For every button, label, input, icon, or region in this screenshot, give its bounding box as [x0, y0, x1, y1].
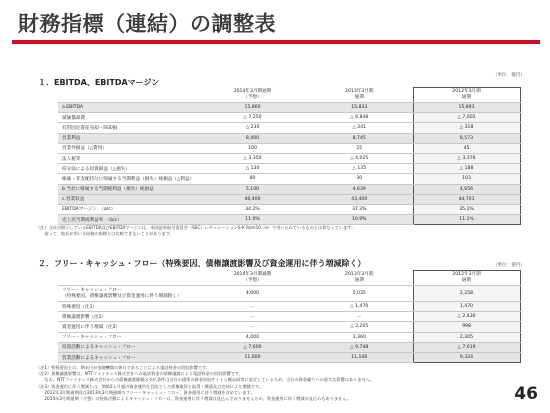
cell-value: △ 135 — [306, 164, 413, 174]
cell-value: 2,305 — [413, 332, 520, 342]
table-row — [58, 286, 520, 302]
cell-value: △ 2,430 — [413, 312, 520, 322]
header-cell: 2013年3月期 通期 — [306, 271, 413, 286]
table-row — [58, 113, 520, 123]
cell-value: － — [199, 312, 306, 322]
cell-value: △ 130 — [199, 164, 306, 174]
note-line: なお、NTTファイナンス株式会社からの債権譲渡価額の支払条件は当社の通常の資金回収サイトと概ね同等に設定しているため、当社の資金繰りへの重大な影響はありません。 — [36, 377, 375, 383]
cell-value: 4,000 — [199, 332, 306, 342]
cell-value: 5,100 — [199, 184, 306, 194]
header-cell: 2014年3月期通期 （予想） — [199, 88, 306, 103]
title-rule — [12, 40, 540, 44]
cell-value: 11,106 — [306, 352, 413, 362]
note-line: 2012年3月期通期及び2013年3月期通期のフリー・キャッシュ・フロー、資金運用に伴う増減を含めています。 — [36, 389, 255, 395]
table-header — [58, 88, 520, 103]
cell-value: △ 241 — [306, 123, 413, 133]
cell-value: 80 — [199, 174, 306, 184]
cell-value: △ 7,019 — [413, 342, 520, 352]
section1-notes — [36, 225, 355, 237]
unit-label-1: （単位：億円） — [492, 73, 525, 78]
table-row — [58, 194, 520, 204]
header-cell: 2014年3月期通期 （予想） — [199, 271, 306, 286]
row-label: 有形固定資産売却・除却損 — [58, 123, 199, 133]
note-line: （注1）特殊要因とは、期末日が金融機関の休日であることによる電話料金の回収影響です。 — [36, 365, 211, 370]
header-cell: 2012年3月期 通期 — [413, 88, 520, 103]
cell-value: 11.1% — [413, 215, 520, 225]
table-header — [58, 271, 520, 286]
table-row — [58, 143, 520, 153]
cell-value: 37.3% — [306, 204, 413, 214]
cell-value: 5,035 — [306, 286, 413, 302]
row-label: 投資活動によるキャッシュ・フロー — [58, 342, 199, 352]
cell-value: △ 7,250 — [199, 113, 306, 123]
page-number: 46 — [514, 384, 538, 404]
cell-value: 25 — [306, 143, 413, 153]
header-cell — [58, 271, 199, 286]
row-label: 売上高当期純利益率 （b/c） — [58, 215, 199, 225]
row-label: 営業外損益（△費用） — [58, 143, 199, 153]
cell-value: △ 7,600 — [199, 342, 306, 352]
cell-value: 2,258 — [413, 286, 520, 302]
cell-value: 34.2% — [199, 204, 306, 214]
cell-value: 15,833 — [306, 103, 413, 113]
cell-value: △ 188 — [413, 164, 520, 174]
cell-value: 4,656 — [413, 184, 520, 194]
cell-value: △ 4,025 — [306, 153, 413, 163]
section1-heading: １．EBITDA、EBITDAマージン — [38, 78, 160, 87]
cell-value: 8,745 — [306, 133, 413, 143]
cell-value: 15,893 — [413, 103, 520, 113]
cell-value: － — [199, 322, 306, 332]
cell-value: △ 6,848 — [306, 113, 413, 123]
cell-value: △ 3,350 — [199, 153, 306, 163]
cell-value: 998 — [413, 322, 520, 332]
table-row — [58, 123, 520, 133]
row-label: 営業利益 — [58, 133, 199, 143]
note-line: 2014年3月期通期（予想）の投資活動によるキャッシュ・フローは、資金運用に伴う増減は見込んでおりませんため、資金運用に伴う増減の見込みもありません。 — [36, 396, 351, 402]
header-cell — [58, 88, 199, 103]
row-label: 特殊要因（注1） — [58, 302, 199, 312]
ebitda-table — [58, 87, 521, 225]
table-row — [58, 184, 520, 194]
section2-notes — [36, 365, 374, 402]
cell-value: 35.1% — [413, 204, 520, 214]
table-row — [58, 302, 520, 312]
row-label: c.営業収益 — [58, 194, 199, 204]
cell-value: 45 — [413, 143, 520, 153]
table-row — [58, 164, 520, 174]
note-line: （注）当社が開示しているEBITDA及びEBITDAマージンは、米国証券取引委員会（SEC）レギュレーションS-K Item10（e）で用いられているものとは異なっています。 — [36, 225, 356, 230]
fcf-table — [58, 270, 521, 363]
note-line: 従って、他社が用いる同様の指標とは比較できないことがあります。 — [36, 231, 174, 237]
row-label: 営業活動によるキャッシュ・フロー — [58, 352, 199, 362]
cell-value: 30 — [306, 174, 413, 184]
row-label: EBITDAマージン （a/c） — [58, 204, 199, 214]
row-label: 債権譲渡影響（注2） — [58, 312, 199, 322]
cell-value: △ 3,376 — [413, 153, 520, 163]
note-line: （注2）債権譲渡影響は、NTTファイナンス株式会社への電話料金の債権譲渡による電話料金の回収影響です。 — [36, 371, 243, 377]
cell-value: 46,400 — [199, 194, 306, 204]
table-row — [58, 153, 520, 163]
table-row — [58, 342, 520, 352]
table-row — [58, 352, 520, 362]
cell-value: － — [306, 312, 413, 322]
cell-value: 100 — [199, 143, 306, 153]
row-label: b.当社に帰属する当期純利益（損失）純損益 — [58, 184, 199, 194]
cell-value: 8,573 — [413, 133, 520, 143]
note-line: （注3）資金運用に伴う増減とは、期間3ヵ月超の資金運用を目的とした債権取得と取得・償還及び売却による増減です。 — [36, 383, 263, 389]
cell-value: 15,860 — [199, 103, 306, 113]
cell-value: △ 2,205 — [306, 322, 413, 332]
row-label: フリー・キャッシュ・フロー — [58, 332, 199, 342]
cell-value: 11,600 — [199, 352, 306, 362]
header-cell: 2012年3月期 通期 — [413, 271, 520, 286]
cell-value: 1,360 — [306, 332, 413, 342]
cell-value: △ 9,748 — [306, 342, 413, 352]
row-label: 持分法による投資損益（△損失） — [58, 164, 199, 174]
row-label: 法人税等 — [58, 153, 199, 163]
cell-value: 43,400 — [306, 194, 413, 204]
cell-value: 103 — [413, 174, 520, 184]
table-row — [58, 174, 520, 184]
table-row — [58, 204, 520, 214]
row-label: フリー・キャッシュ・フロー （特殊要因、債権譲渡影響及び資金運用に伴う増減除く） — [58, 286, 199, 302]
table-row — [58, 312, 520, 322]
cell-value: △ 230 — [199, 123, 306, 133]
cell-value: 11.0% — [199, 215, 306, 225]
cell-value: 9,324 — [413, 352, 520, 362]
table-row — [58, 215, 520, 225]
cell-value: △ 7,002 — [413, 113, 520, 123]
table-row — [58, 332, 520, 342]
row-label: 資金運用に伴う増減（注3） — [58, 322, 199, 332]
row-label: a.EBITDA — [58, 103, 199, 113]
row-label: 減価償却費 — [58, 113, 199, 123]
cell-value: 8,400 — [199, 133, 306, 143]
header-cell: 2013年3月期 通期 — [306, 88, 413, 103]
cell-value: 1,470 — [413, 302, 520, 312]
cell-value: － — [199, 302, 306, 312]
page-title: 財務指標（連結）の調整表 — [18, 12, 276, 36]
table-row — [58, 133, 520, 143]
cell-value: 44,701 — [413, 194, 520, 204]
cell-value: △ 318 — [413, 123, 520, 133]
cell-value: 10.9% — [306, 215, 413, 225]
row-label: 株価・非支配持分に帰属する当期利益（損失）純損益（△利益） — [58, 174, 199, 184]
section2-heading: ２．フリー・キャッシュ・フロー（特殊要因、債権譲渡影響及び資金運用に伴う増減除く） — [38, 259, 366, 268]
cell-value: 4,000 — [199, 286, 306, 302]
unit-label-2: （単位：億円） — [492, 263, 525, 268]
cell-value: 4,639 — [306, 184, 413, 194]
table-row — [58, 103, 520, 113]
cell-value: △ 1,470 — [306, 302, 413, 312]
table-row — [58, 322, 520, 332]
